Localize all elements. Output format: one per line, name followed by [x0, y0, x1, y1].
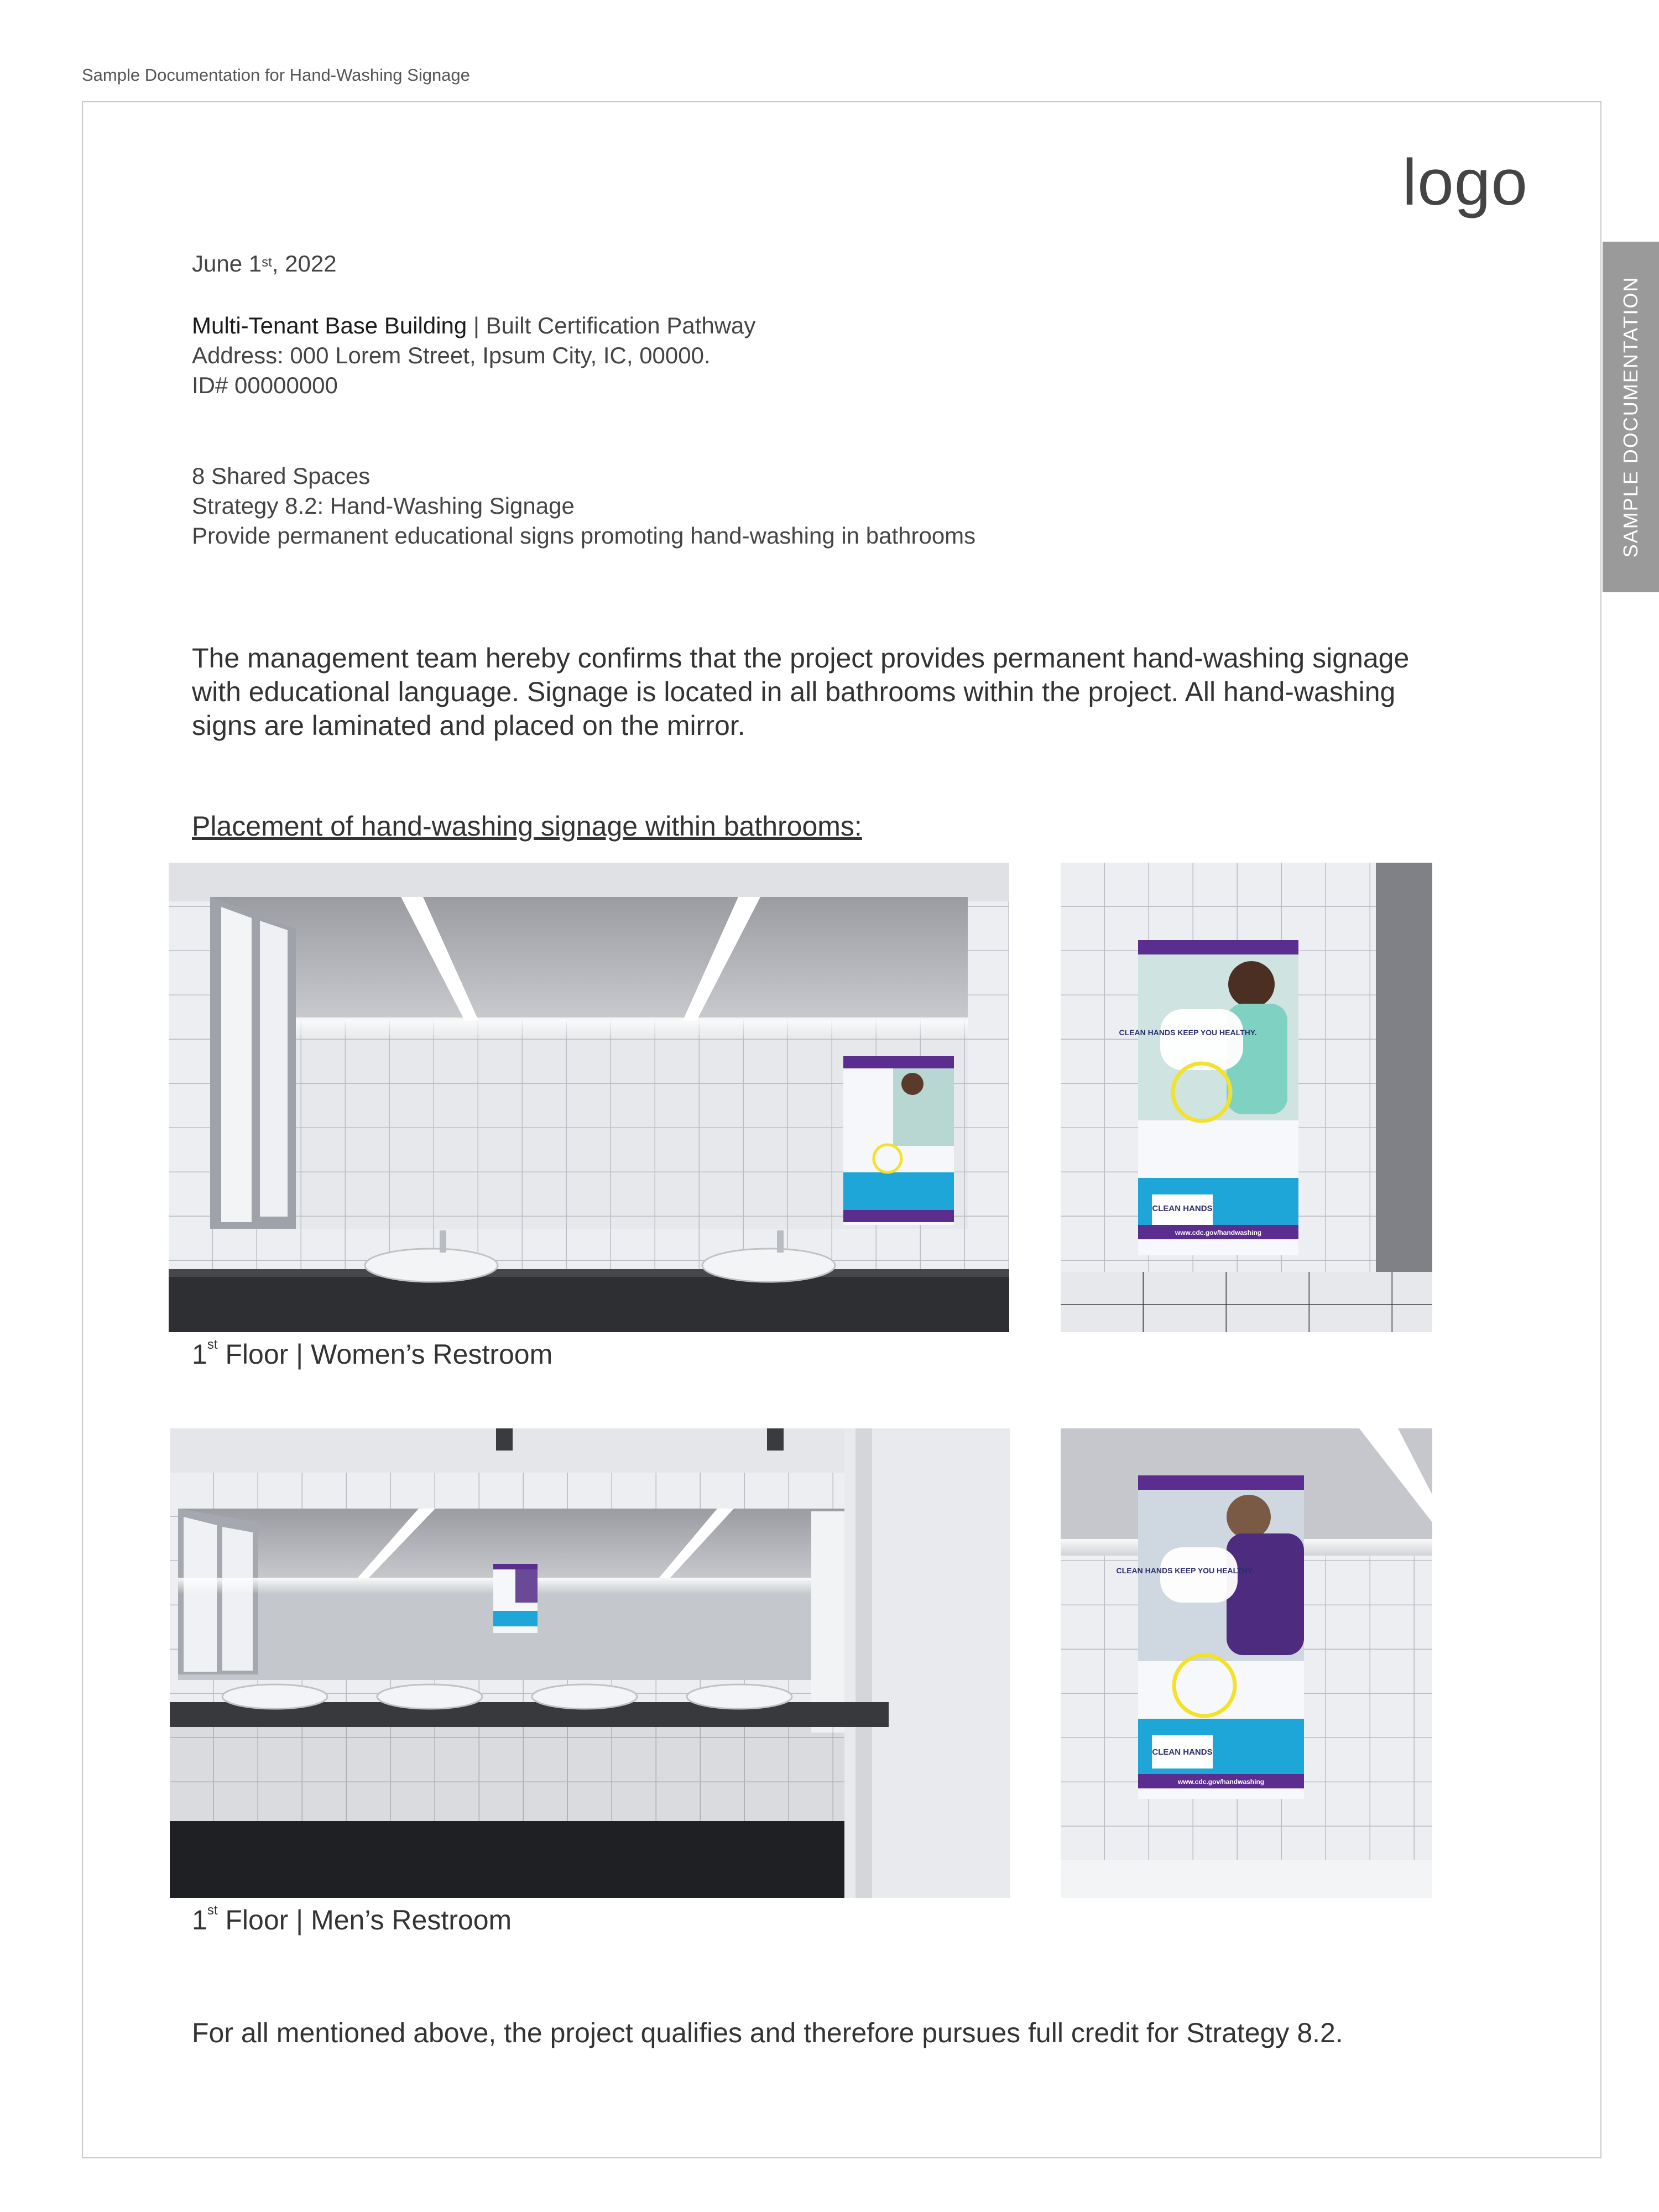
project-pathway: | Built Certification Pathway [467, 312, 756, 338]
date [192, 249, 337, 279]
caption-text: Floor | Men’s Restroom [217, 1905, 512, 1936]
caption-floor: 1 [192, 1339, 207, 1370]
concept-info [192, 461, 975, 551]
closing-statement: For all mentioned above, the project qualifies and therefore pursues full credit for Strategy 8.2. [192, 2017, 1343, 2048]
date-day: June 1 [192, 251, 262, 276]
side-tab-label: SAMPLE DOCUMENTATION [1619, 276, 1642, 558]
sign-on-mirror [843, 1056, 954, 1225]
project-info [192, 311, 755, 400]
caption-floor: 1 [192, 1905, 207, 1936]
strategy-line: Strategy 8.2: Hand-Washing Signage [192, 493, 575, 519]
requirement-line: Provide permanent educational signs promoting hand-washing in bathrooms [192, 523, 976, 549]
caption-womens-restroom [192, 1338, 552, 1370]
project-title [192, 311, 755, 341]
logo-placeholder: logo [1402, 146, 1528, 219]
womens-restroom-photo [169, 863, 1009, 1332]
project-name: Multi-Tenant Base Building [192, 312, 467, 338]
poster [1119, 940, 1298, 1255]
poster [1117, 1475, 1304, 1799]
sign-on-mirror-mens [493, 1564, 538, 1633]
poster-brand: CLEAN HANDS [1152, 1204, 1213, 1213]
placement-heading: Placement of hand-washing signage within bathrooms: [192, 811, 862, 842]
poster-url: www.cdc.gov/handwashing [1175, 1229, 1262, 1237]
caption-suffix: st [207, 1903, 218, 1918]
poster-headline: CLEAN HANDS KEEP YOU HEALTHY. [1116, 1566, 1254, 1575]
project-address: Address: 000 Lorem Street, Ipsum City, IC, 00000. [192, 342, 711, 368]
poster-brand: CLEAN HANDS [1152, 1747, 1213, 1757]
mens-restroom-photo [170, 1428, 1010, 1898]
project-id: ID# 00000000 [192, 372, 338, 398]
side-tab [1603, 242, 1659, 592]
mens-poster-closeup [1061, 1428, 1432, 1898]
header-note: Sample Documentation for Hand-Washing Signage [82, 65, 470, 85]
date-suffix: st [262, 255, 272, 270]
poster-headline: CLEAN HANDS KEEP YOU HEALTHY. [1119, 1028, 1257, 1037]
concept-line: 8 Shared Spaces [192, 463, 371, 489]
statement-paragraph: The management team hereby confirms that the project provides permanent hand-washing signage with educational language. Signage is located in all bathrooms within the project. All hand-washing signs are laminated and placed on the mirror. [192, 643, 1410, 741]
date-year: , 2022 [272, 251, 337, 276]
poster-url: www.cdc.gov/handwashing [1177, 1778, 1265, 1786]
caption-mens-restroom [192, 1904, 512, 1936]
caption-text: Floor | Women’s Restroom [217, 1339, 553, 1370]
womens-poster-closeup [1061, 863, 1432, 1332]
caption-suffix: st [207, 1337, 218, 1352]
